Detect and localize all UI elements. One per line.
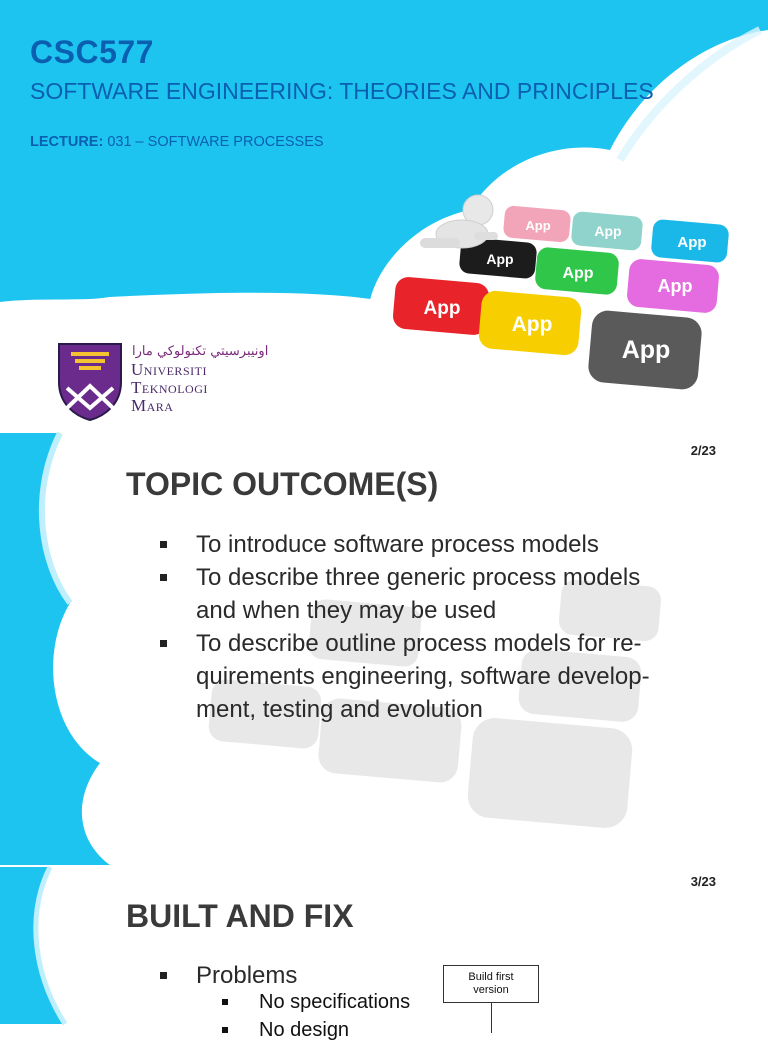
university-name-line1: Universiti bbox=[131, 360, 207, 379]
university-name bbox=[131, 361, 208, 415]
app-key-label: App bbox=[594, 223, 622, 239]
app-key-teal bbox=[571, 211, 644, 251]
square-bullet-icon bbox=[160, 640, 167, 647]
flow-box-line: version bbox=[473, 984, 509, 996]
app-key-pink bbox=[503, 205, 572, 243]
square-bullet-icon bbox=[160, 541, 167, 548]
bullet-line: Problems bbox=[196, 962, 298, 989]
sub-bullet-item bbox=[222, 988, 410, 1016]
sub-bullet-text: No specifications bbox=[259, 991, 411, 1013]
app-key-label: App bbox=[511, 313, 553, 336]
app-key-label: App bbox=[486, 251, 514, 267]
page-number: 3/23 bbox=[690, 874, 716, 889]
lecture-line bbox=[30, 134, 324, 150]
bullet-line: quirements engineering, software develop- bbox=[196, 663, 650, 690]
flow-box-line: Build first bbox=[468, 971, 514, 983]
outcome-bullet-item bbox=[160, 528, 650, 561]
lecture-label: LECTURE: bbox=[30, 134, 104, 150]
slide-title bbox=[0, 0, 768, 433]
slide-heading: BUILT AND FIX bbox=[126, 898, 354, 934]
sub-bullet-text: No design bbox=[259, 1019, 350, 1041]
app-key-green bbox=[534, 247, 619, 296]
problems-sub-bullet-list bbox=[222, 988, 410, 1044]
bullet-line: ment, testing and evolution bbox=[196, 696, 483, 723]
app-key-yellow bbox=[478, 290, 583, 356]
bullet-line: and when they may be used bbox=[196, 597, 497, 624]
app-key-cyan bbox=[650, 219, 729, 263]
bullet-line: To introduce software process models bbox=[196, 531, 599, 558]
slide-topic-outcomes bbox=[0, 433, 768, 865]
outcome-bullet-item bbox=[160, 627, 650, 726]
university-logo bbox=[57, 342, 123, 422]
square-bullet-icon bbox=[222, 999, 228, 1005]
app-key-label: App bbox=[621, 336, 671, 364]
square-bullet-icon bbox=[222, 1027, 228, 1033]
app-keys-illustration bbox=[380, 190, 740, 410]
app-key-label: App bbox=[525, 218, 551, 233]
app-key-magenta bbox=[626, 258, 720, 314]
flowchart-connector-line bbox=[491, 1003, 492, 1033]
app-key-label: App bbox=[657, 276, 693, 296]
outcome-bullet-list bbox=[160, 528, 650, 726]
course-code: CSC577 bbox=[30, 34, 154, 70]
app-key-red bbox=[392, 276, 490, 336]
bullet-line: To describe three generic process models bbox=[196, 564, 641, 591]
sub-bullet-item bbox=[222, 1016, 410, 1044]
flowchart-box-build-first-version bbox=[443, 965, 539, 1003]
app-key-label: App bbox=[677, 234, 707, 251]
square-bullet-icon bbox=[160, 574, 167, 581]
slide-heading: TOPIC OUTCOME(S) bbox=[126, 466, 439, 502]
outcome-bullet-item bbox=[160, 561, 650, 627]
bullet-line: To describe outline process models for re- bbox=[196, 630, 642, 657]
university-name-line3: Mara bbox=[131, 396, 174, 415]
page-number: 2/23 bbox=[690, 443, 716, 458]
square-bullet-icon bbox=[160, 972, 167, 979]
app-key-gray bbox=[587, 309, 703, 390]
university-name-line2: Teknologi bbox=[131, 378, 208, 397]
slide-built-and-fix bbox=[0, 867, 768, 1041]
lecture-text: 031 – SOFTWARE PROCESSES bbox=[103, 134, 324, 150]
course-title: SOFTWARE ENGINEERING: THEORIES AND PRINCIPLES bbox=[30, 78, 654, 104]
university-jawi-script: ﺍﻭﻧﻴﺒﺮﺳﻴﺘﻲ ﺗﻜﻨﻮﻟﻮﻛﻲ ﻣﺎﺭﺍ bbox=[132, 344, 269, 359]
app-key-label: App bbox=[423, 298, 461, 319]
app-key-label: App bbox=[562, 265, 594, 282]
